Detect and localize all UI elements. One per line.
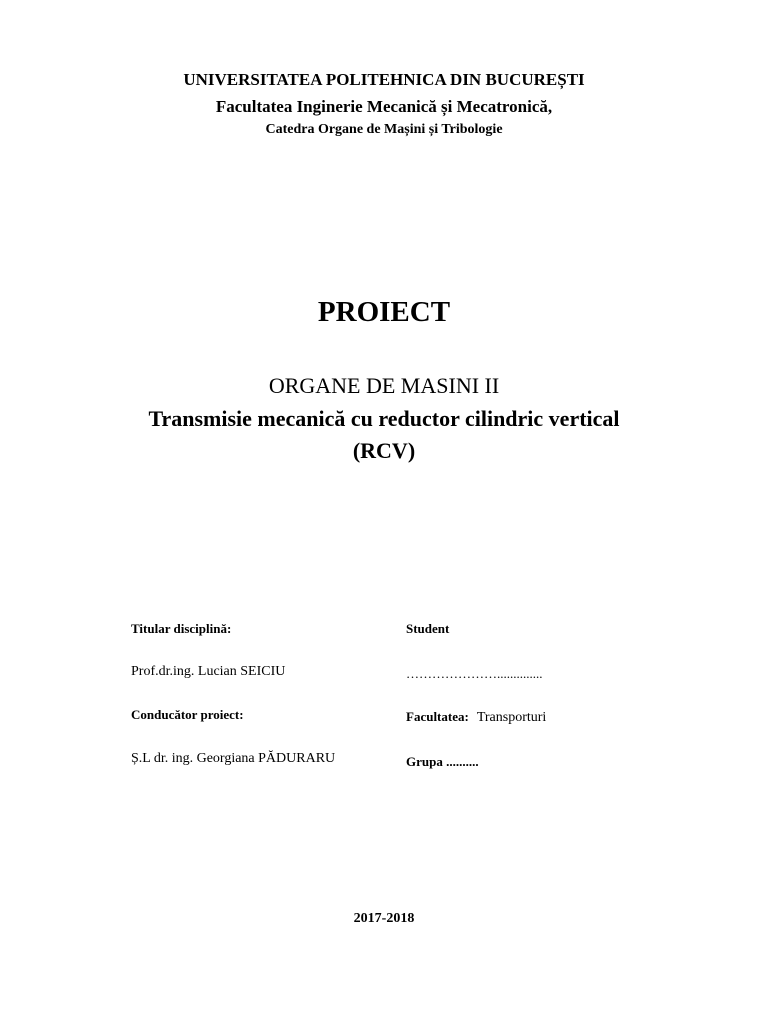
department-name: Catedra Organe de Mașini și Tribologie: [265, 122, 503, 137]
titular-label: Titular disciplină:: [131, 621, 232, 636]
student-label: Student: [406, 621, 450, 636]
student-value: …………………..............: [406, 666, 543, 681]
project-title-line2: (RCV): [352, 438, 416, 463]
university-name: UNIVERSITATEA POLITEHNICA DIN BUCUREȘTI: [183, 70, 585, 89]
discipline-title: ORGANE DE MASINI II: [268, 373, 500, 398]
group-line: Grupa ..........: [406, 754, 479, 769]
project-label: PROIECT: [317, 296, 451, 328]
faculty-row: [406, 708, 546, 726]
faculty-label: Facultatea:: [406, 709, 469, 724]
titular-name: Prof.dr.ing. Lucian SEICIU: [131, 664, 286, 679]
project-title-line1: Transmisie mecanică cu reductor cilindric vertical: [148, 406, 620, 431]
faculty-name: Facultatea Inginerie Mecanică și Mecatronică,: [215, 97, 553, 116]
coordinator-name: Ș.L dr. ing. Georgiana PĂDURARU: [131, 751, 336, 766]
faculty-value: Transporturi: [476, 710, 547, 725]
academic-year: 2017-2018: [353, 911, 415, 926]
coordinator-label: Conducător proiect:: [131, 707, 244, 722]
